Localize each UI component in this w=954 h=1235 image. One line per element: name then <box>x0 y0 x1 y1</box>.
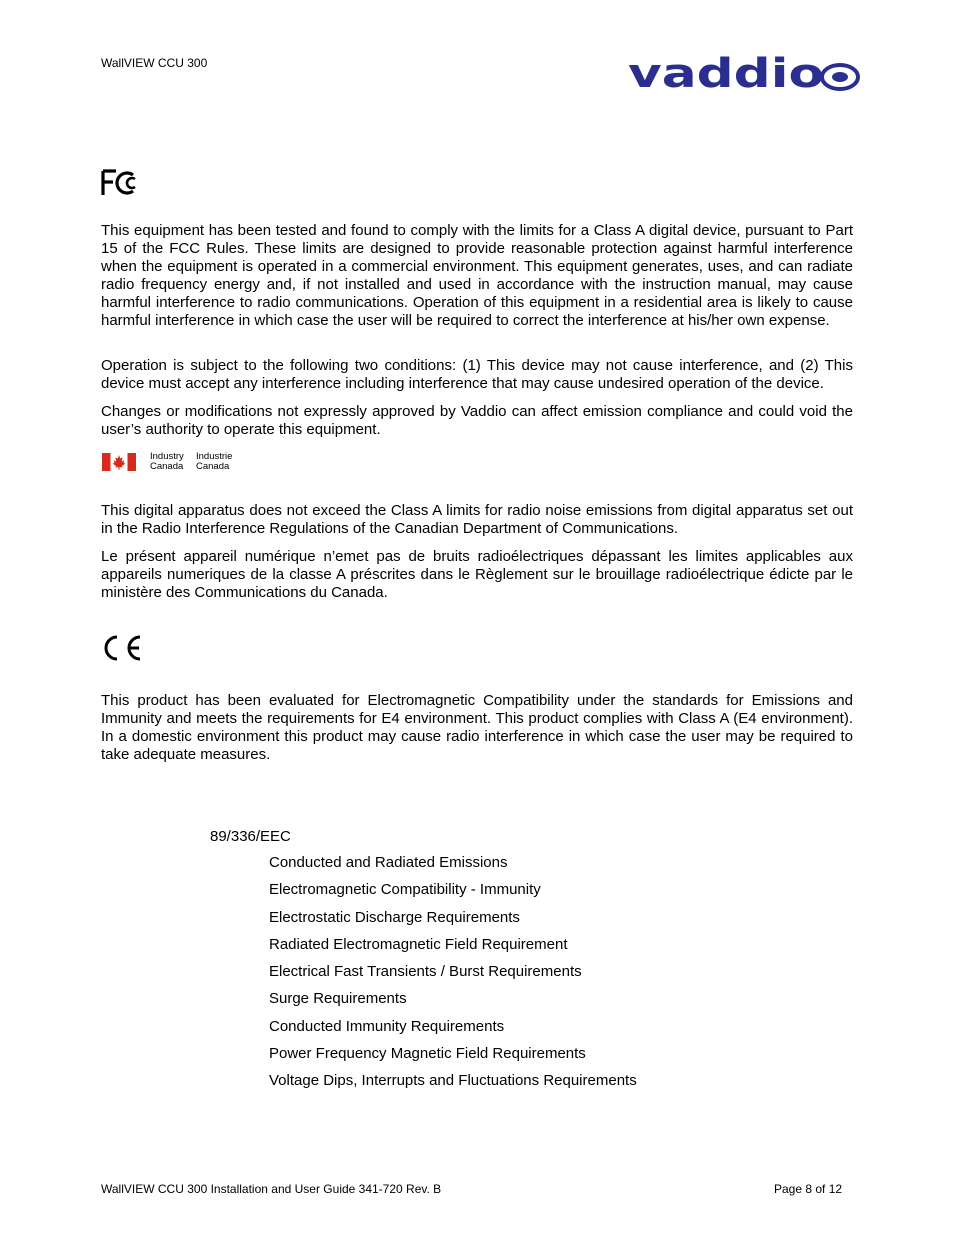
fcc-paragraph-2: Operation is subject to the following two conditions: (1) This device may not cause interference, and (2) This device must accept any interference including interference that may cause undesired operation of the device. <box>101 357 853 392</box>
list-item: Conducted Immunity Requirements <box>269 1017 505 1035</box>
canada-paragraph-fr: Le présent appareil numérique n’emet pas de bruits radioélectriques dépassant les limites applicables aux appareils numeriques de la classe A préscrites dans le Règlement sur le brouillage radioélectrique édicte par le ministère des Communications du Canada. <box>101 548 853 601</box>
footer-page-number: Page 8 of 12 <box>774 1182 843 1196</box>
list-item: Surge Requirements <box>269 990 407 1008</box>
list-item: Electrical Fast Transients / Burst Requirements <box>269 963 582 981</box>
header-doc-title: WallVIEW CCU 300 <box>101 56 208 70</box>
fcc-logo-icon <box>100 168 140 198</box>
list-item: Voltage Dips, Interrupts and Fluctuations Requirements <box>269 1072 637 1090</box>
directive-number: 89/336/EEC <box>210 828 291 845</box>
footer-guide-title: WallVIEW CCU 300 Installation and User Guide 341-720 Rev. B <box>101 1182 442 1196</box>
requirements-list <box>269 854 637 1100</box>
ce-paragraph: This product has been evaluated for Electromagnetic Compatibility under the standards for Emissions and Immunity and meets the requirements for E4 environment. This product complies with Class A (E4 environment). In a domestic environment this product may cause radio interference in which case the user may be required to take adequate measures. <box>101 692 853 763</box>
fcc-paragraph-1: This equipment has been tested and found to comply with the limits for a Class A digital device, pursuant to Part 15 of the FCC Rules. These limits are designed to provide reasonable protection against harmful interference when the equipment is operated in a commercial environment. This equipment generates, uses, and can radiate radio frequency energy and, if not installed and used in accordance with the instruction manual, may cause harmful interference to radio communications. Operation of this equipment in a residential area is likely to cause harmful interference in which case the user will be required to correct the interference at his/her own expense. <box>101 222 853 329</box>
vaddio-logo <box>628 55 860 97</box>
industry-canada-label-fr: Industrie Canada <box>196 451 233 472</box>
list-item: Electromagnetic Compatibility - Immunity <box>269 881 541 899</box>
fcc-paragraph-3: Changes or modifications not expressly approved by Vaddio can affect emission compliance and could void the user’s authority to operate this equipment. <box>101 403 853 438</box>
industry-canada-label-en: Industry Canada <box>150 451 184 472</box>
list-item: Radiated Electromagnetic Field Requirement <box>269 935 568 953</box>
list-item: Conducted and Radiated Emissions <box>269 854 508 871</box>
vaddio-logo-text: vaddio <box>628 55 824 97</box>
industry-canada-logo <box>102 452 242 474</box>
canada-flag-icon <box>102 453 136 471</box>
canada-paragraph-en: This digital apparatus does not exceed the Class A limits for radio noise emissions from digital apparatus set out in the Radio Interference Regulations of the Canadian Department of Communications. <box>101 502 853 537</box>
list-item: Power Frequency Magnetic Field Requirements <box>269 1045 586 1063</box>
list-item: Electrostatic Discharge Requirements <box>269 908 520 926</box>
ce-mark-icon <box>102 634 144 662</box>
